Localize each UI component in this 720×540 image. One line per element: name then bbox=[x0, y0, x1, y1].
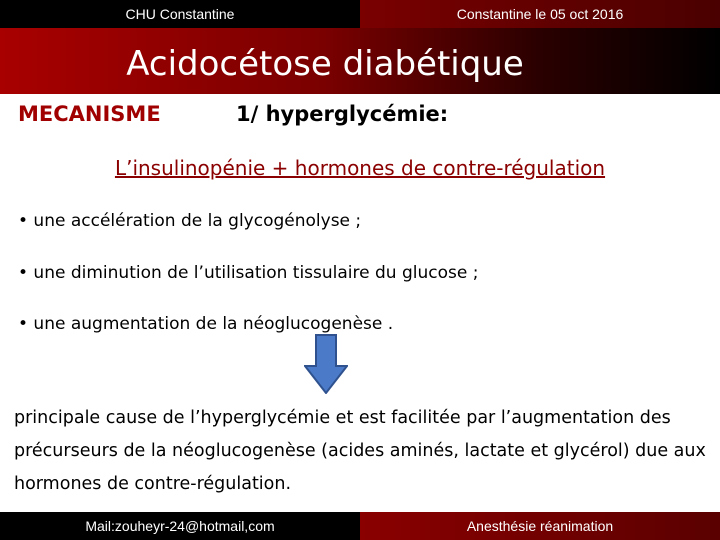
footer-email: Mail:zouheyr-24@hotmail,com bbox=[0, 512, 360, 540]
bullet-item: • une diminution de l’utilisation tissulaire du glucose ; bbox=[18, 263, 479, 283]
footer-department: Anesthésie réanimation bbox=[360, 512, 720, 540]
header-date: Constantine le 05 oct 2016 bbox=[360, 0, 720, 28]
slide-title: Acidocétose diabétique bbox=[126, 44, 524, 84]
header-institution: CHU Constantine bbox=[0, 0, 360, 28]
subheading: L’insulinopénie + hormones de contre-régulation bbox=[114, 156, 606, 180]
down-arrow-icon bbox=[304, 334, 348, 394]
conclusion-text: principale cause de l’hyperglycémie et est facilitée par l’augmentation des précurseurs de la néoglucogenèse (acides aminés, lactate et glycérol) due aux hormones de contre-régulation. bbox=[14, 408, 706, 494]
bullet-item: • une accélération de la glycogénolyse ; bbox=[18, 211, 362, 231]
bullet-item: • une augmentation de la néoglucogenèse . bbox=[18, 314, 394, 334]
section-label: MECANISME bbox=[18, 102, 161, 126]
section-heading: 1/ hyperglycémie: bbox=[236, 102, 449, 126]
